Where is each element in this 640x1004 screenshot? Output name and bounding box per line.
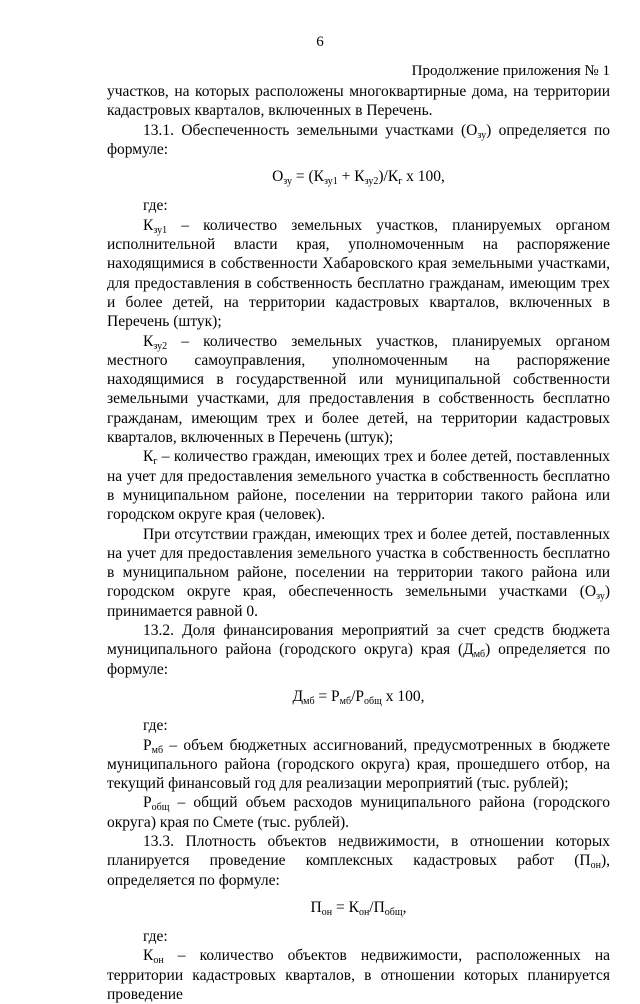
paragraph-absence: При отсутствии граждан, имеющих трех и более детей, поставленных на учет для предоставления земельного участка в собственность бесплатно в муниципальном районе, поселении на территории такого района или городском округе края, обеспеченность земельными участками $(О_{зу})$ принимается равной 0. [107, 525, 610, 620]
where-label: где: [143, 197, 168, 215]
paragraph-13-3: 13.3. Плотность объектов недвижимости, в отношении которых планируется проведение комплексных кадастровых работ $(П_{он})$, определяется по формуле: [107, 832, 610, 889]
definition-rmb: $Р_{мб}$ – объем бюджетных ассигнований, предусмотренных в бюджете муниципального района (городского округа) края, прошедшего отбор, на текущий финансовый год для реализации мероприятий (тыс. рублей); [107, 736, 610, 793]
formula-ozu: $О_{зу} = (К_{зу1} + К_{зу2})/К_г$ х 100, [272, 168, 445, 188]
appendix-continuation: Продолжение приложения № 1 [411, 63, 610, 79]
formula-pon: $П_{он} = К_{он}/П_{общ}$, [310, 898, 407, 918]
where-label: где: [143, 928, 168, 946]
definition-robsh: $Р_{общ}$ – общий объем расходов муниципального района (городского округа) края по Смете (тыс. рублей). [107, 794, 610, 831]
definition-kon: $К_{он}$ – количество объектов недвижимости, расположенных на территории кадастровых кварталов, в отношении которых планируется проведение [107, 947, 610, 1004]
definition-kg: $К_г$ – количество граждан, имеющих трех и более детей, поставленных на учет для предоставления земельного участка в собственность бесплатно в муниципальном районе, поселении на территории такого района или городском округе края (человек). [107, 448, 610, 524]
paragraph-13-1: 13.1. Обеспеченность земельными участками $(О_{зу})$ определяется по формуле: [107, 121, 610, 158]
where-label: где: [143, 717, 168, 735]
page-number: 6 [316, 34, 324, 50]
formula-dmb: $Д_{мб} = Р_{мб}/Р_{общ}$ х 100, [292, 687, 425, 707]
definition-kzu2: $К_{зу2}$ – количество земельных участков, планируемых органом местного самоуправления, уполномоченным на распоряжение находящимися в государственной или муниципальной собственности земельными участками, для предоставления в собственность бесплатно гражданам, имеющим трех и более детей, на территории кадастровых кварталов, включенных в Перечень (штук); [107, 332, 610, 447]
document-body [107, 82, 610, 1004]
paragraph-continued: участков, на которых расположены многоквартирные дома, на территории кадастровых кварталов, включенных в Перечень. [107, 83, 610, 120]
paragraph-13-2: 13.2. Доля финансирования мероприятий за счет средств бюджета муниципального района (городского округа) края $(Д_{мб})$ определяется по формуле: [107, 622, 610, 678]
definition-kzu1: $К_{зу1}$ – количество земельных участков, планируемых органом исполнительной власти края, уполномоченным на распоряжение находящимися в собственности Хабаровского края земельными участками, для предоставления в собственность бесплатно гражданам, имеющим трех и более детей, на территории кадастровых кварталов, включенных в Перечень (штук); [107, 216, 610, 331]
